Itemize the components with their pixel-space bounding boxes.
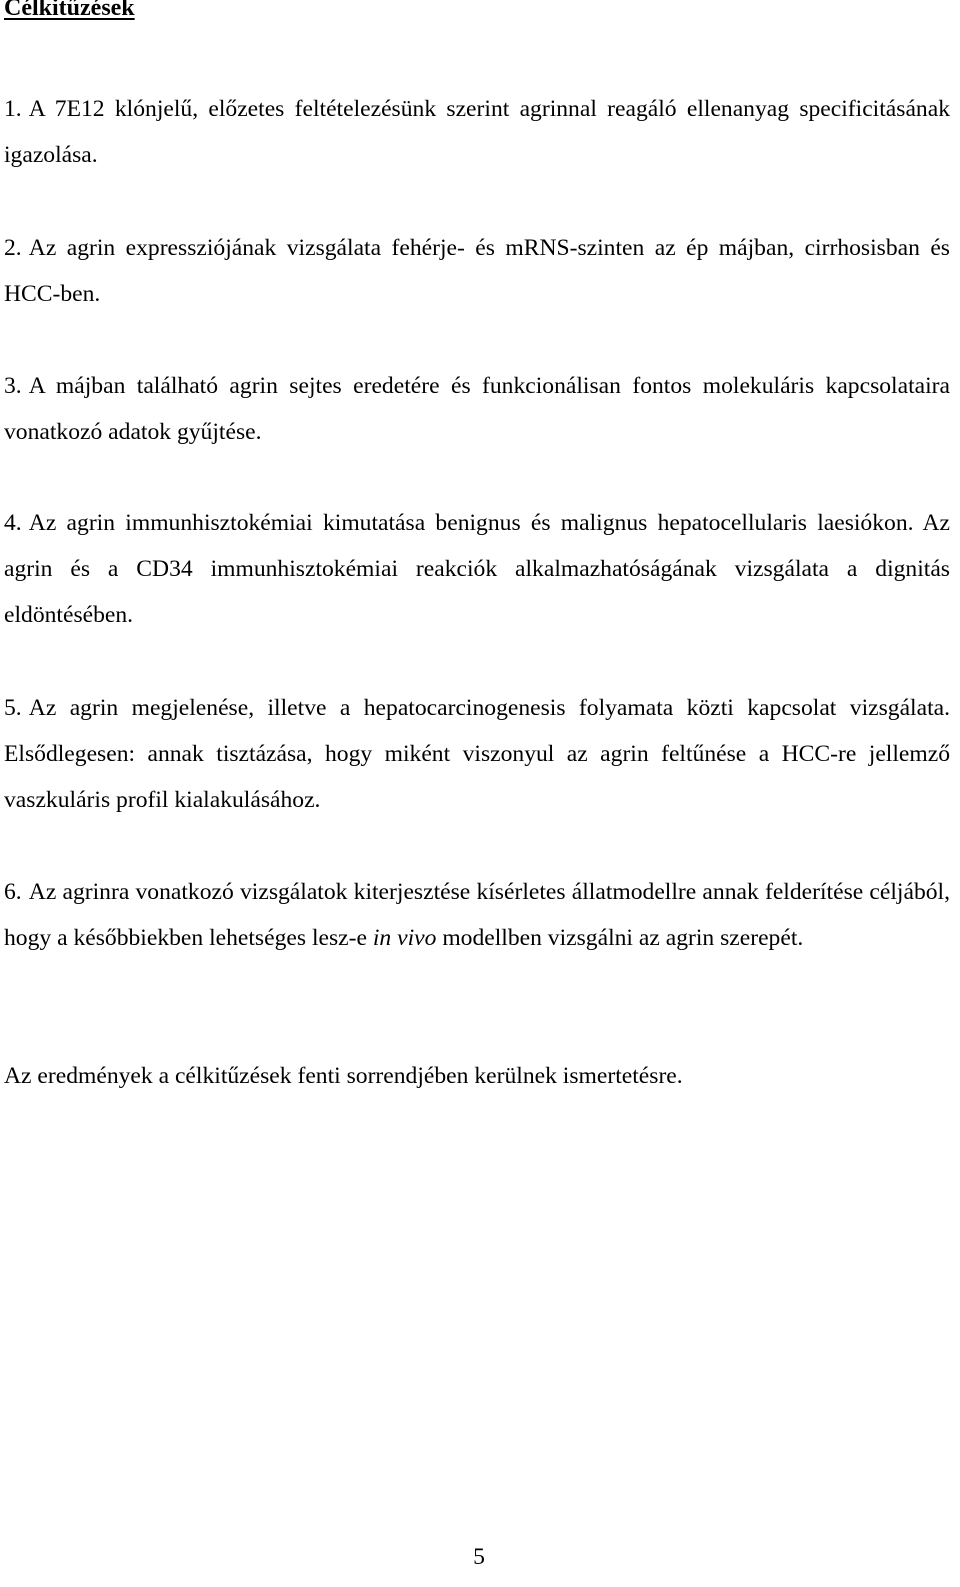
page-number: 5: [473, 1544, 485, 1570]
objective-text: Az agrin immunhisztokémiai kimutatása benignus és malignus hepatocellularis laesiókon. Az agrin és a CD34 immunhisztokémiai reakciók alkalmazhatóságának vizsgálata a dignitás eldöntésében.: [4, 510, 950, 628]
objective-number: 5.: [4, 695, 22, 721]
objective-text-after: modellben vizsgálni az agrin szerepét.: [442, 925, 804, 951]
objective-number: 3.: [4, 373, 22, 399]
objective-5: [4, 685, 950, 823]
objective-text-before: Az agrinra vonatkozó vizsgálatok kiterjesztése kísérletes állatmodellre annak felderítése céljából, hogy a későbbiekben lehetséges lesz-e: [4, 879, 950, 951]
objective-number: 2.: [4, 235, 22, 261]
objective-3: [4, 363, 950, 455]
objective-text: Az agrin expressziójának vizsgálata fehérje- és mRNS-szinten az ép májban, cirrhosisban és HCC-ben.: [4, 235, 950, 307]
objective-text: Az agrin megjelenése, illetve a hepatocarcinogenesis folyamata közti kapcsolat vizsgálata. Elsődlegesen: annak tisztázása, hogy miként viszonyul az agrin feltűnése a HCC-re jellemző vaszkuláris profil kialakulásához.: [4, 695, 950, 813]
objective-text-italic: in vivo: [372, 925, 437, 951]
objective-number: 6.: [4, 879, 22, 905]
objective-6: [4, 869, 950, 961]
objective-text: A 7E12 klónjelű, előzetes feltételezésünk szerint agrinnal reagáló ellenanyag specificitásának igazolása.: [4, 96, 950, 168]
closing-statement: Az eredmények a célkitűzések fenti sorrendjében kerülnek ismertetésre.: [4, 1063, 683, 1089]
objective-2: [4, 225, 950, 317]
objective-number: 1.: [4, 96, 22, 122]
objective-text: A májban található agrin sejtes eredetére és funkcionálisan fontos molekuláris kapcsolataira vonatkozó adatok gyűjtése.: [4, 373, 950, 445]
section-heading: Célkitűzések: [4, 0, 135, 21]
objective-number: 4.: [4, 510, 22, 536]
objective-1: [4, 86, 950, 178]
objective-4: [4, 500, 950, 638]
